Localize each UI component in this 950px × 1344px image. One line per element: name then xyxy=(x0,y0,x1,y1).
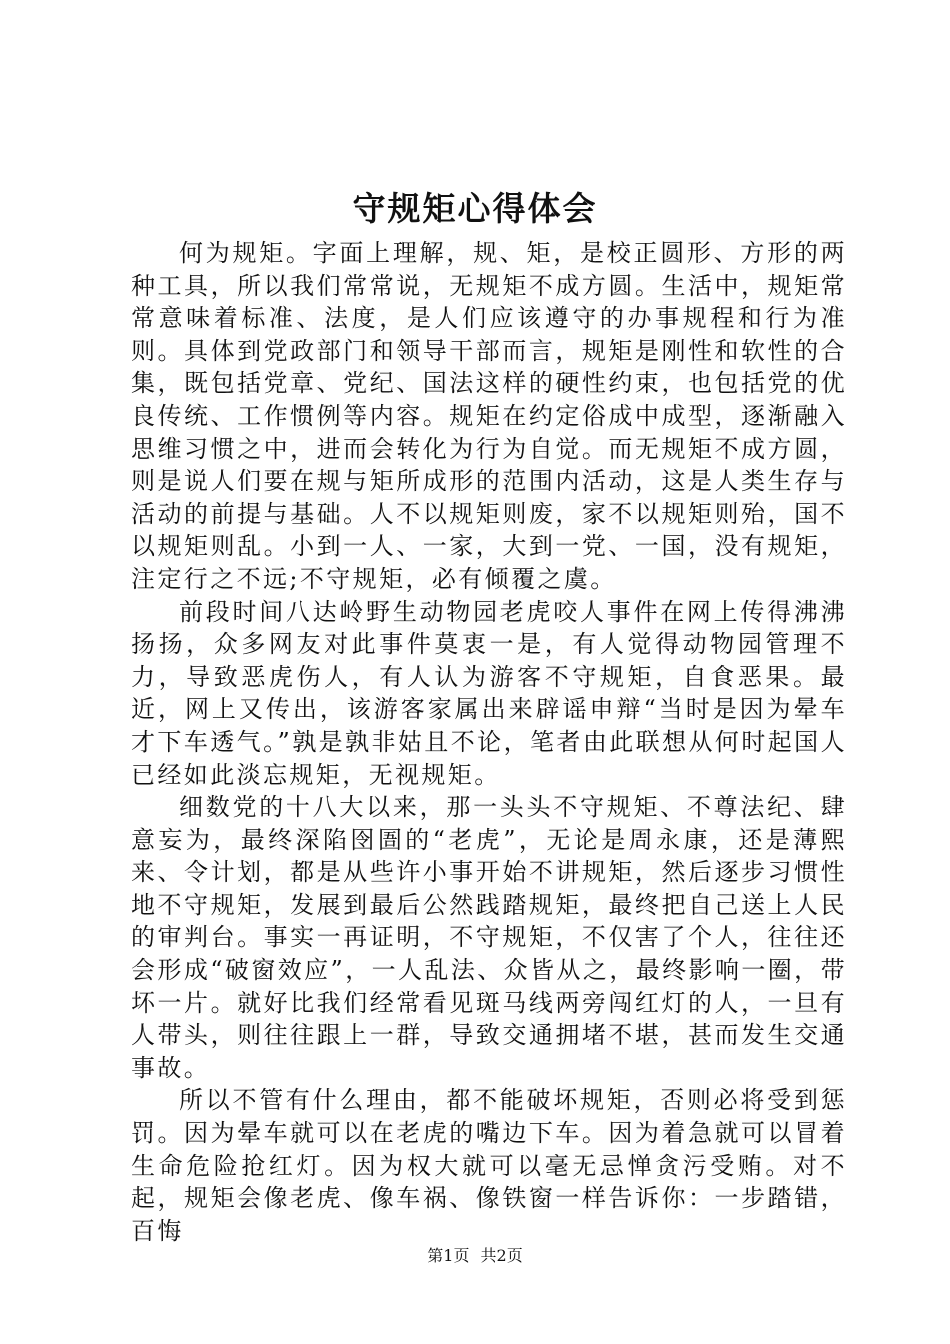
page-number: 第1页 xyxy=(427,1246,470,1265)
paragraph-3: 细数党的十八大以来，那一头头不守规矩、不尊法纪、肆意妄为，最终深陷囹圄的“老虎”，无论是周永康，还是薄熙来、令计划，都是从些许小事开始不讲规矩，然后逐步习惯性地不守规矩，发展到最后公然践踏规矩，最终把自己送上人民的审判台。事实一再证明，不守规矩，不仅害了个人，往往还会形成“破窗效应”，一人乱法、众皆从之，最终影响一圈，带坏一片。就好比我们经常看见斑马线两旁闯红灯的人，一旦有人带头，则往往跟上一群，导致交通拥堵不堪，甚而发生交通事故。 xyxy=(131,793,847,1082)
document-title: 守规矩心得体会 xyxy=(352,189,598,228)
paragraph-2: 前段时间八达岭野生动物园老虎咬人事件在网上传得沸沸扬扬，众多网友对此事件莫衷一是，有人觉得动物园管理不力，导致恶虎伤人，有人认为游客不守规矩，自食恶果。最近，网上又传出，该游客家属出来辟谣申辩“当时是因为晕车才下车透气。”孰是孰非姑且不论，笔者由此联想从何时起国人已经如此淡忘规矩，无视规矩。 xyxy=(131,597,847,789)
document-body xyxy=(131,237,847,1247)
page-footer xyxy=(0,1244,950,1268)
paragraph-1: 何为规矩。字面上理解，规、矩，是校正圆形、方形的两种工具，所以我们常常说，无规矩不成方圆。生活中，规矩常常意味着标准、法度，是人们应该遵守的办事规程和行为准则。具体到党政部门和领导干部而言，规矩是刚性和软性的合集，既包括党章、党纪、国法这样的硬性约束，也包括党的优良传统、工作惯例等内容。规矩在约定俗成中成型，逐渐融入思维习惯之中，进而会转化为行为自觉。而无规矩不成方圆，则是说人们要在规与矩所成形的范围内活动，这是人类生存与活动的前提与基础。人不以规矩则废，家不以规矩则殆，国不以规矩则乱。小到一人、一家，大到一党、一国，没有规矩，注定行之不远;不守规矩，必有倾覆之虞。 xyxy=(131,239,847,593)
page-total: 共2页 xyxy=(480,1246,523,1265)
paragraph-4: 所以不管有什么理由，都不能破坏规矩，否则必将受到惩罚。因为晕车就可以在老虎的嘴边下车。因为着急就可以冒着生命危险抢红灯。因为权大就可以毫无忌惮贪污受贿。对不起，规矩会像老虎、像车祸、像铁窗一样告诉你：一步踏错，百悔 xyxy=(131,1086,847,1245)
